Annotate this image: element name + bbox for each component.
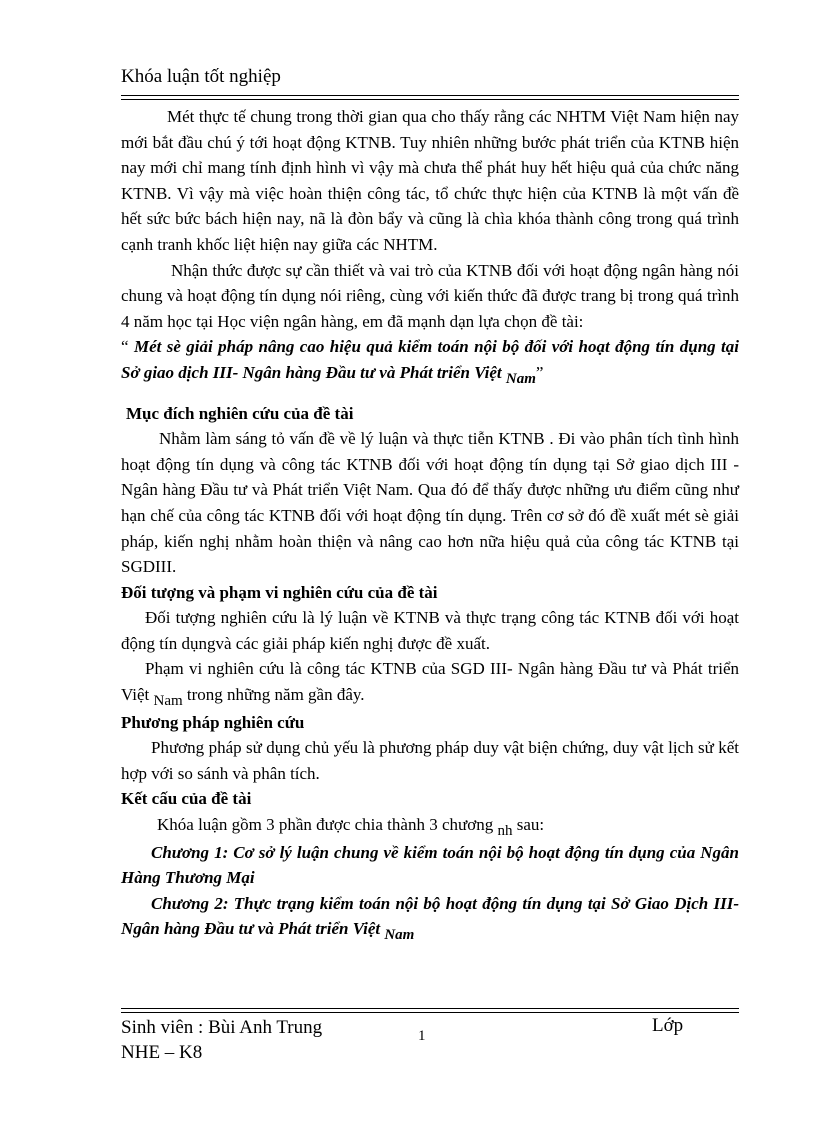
paragraph-awareness: Nhận thức được sự cần thiết và vai trò của KTNB đối với hoạt động ngân hàng nói chung và hoạt động tín dụng nói riêng, cùng với kiến thức đã được trang bị trong quá trình 4 năm học tại Học viện ngân hàng, em đã mạnh dạn lựa chọn đề tài: bbox=[121, 260, 739, 331]
thesis-topic: “ Mét sè giải pháp nâng cao hiệu quả kiểm toán nội bộ đối với hoạt động tín dụng tại Sở giao dịch III- Ngân hàng Đầu tư và Phát triển Việt Nam” bbox=[121, 337, 740, 387]
document-body bbox=[121, 104, 739, 944]
heading-purpose: Mục đích nghiên cứu của đề tài bbox=[126, 403, 354, 423]
page-number: 1 bbox=[418, 1028, 426, 1044]
heading-structure: Kết cấu của đề tài bbox=[121, 789, 252, 809]
paragraph-subject: Đối tượng nghiên cứu là lý luận về KTNB và thực trạng công tác KTNB đối với hoạt động tín dụngvà các giải pháp kiến nghị được đề xuất. bbox=[121, 608, 739, 653]
paragraph-method: Phương pháp sử dụng chủ yếu là phương pháp duy vật biện chứng, duy vật lịch sử kết hợp với so sánh và phân tích. bbox=[121, 738, 739, 783]
footer-class-code: NHE – K8 bbox=[121, 1042, 203, 1063]
paragraph-structure: Khóa luận gồm 3 phần được chia thành 3 chương nh sau: bbox=[157, 815, 545, 840]
footer-student-info bbox=[121, 1015, 322, 1065]
chapter-1: Chương 1: Cơ sở lý luận chung về kiểm toán nội bộ hoạt động tín dụng của Ngân Hàng Thương Mại bbox=[121, 842, 739, 888]
paragraph-scope: Phạm vi nghiên cứu là công tác KTNB của SGD III- Ngân hàng Đầu tư và Phát triển Việt Nam trong những năm gần đây. bbox=[121, 659, 739, 710]
heading-method: Phương pháp nghiên cứu bbox=[121, 712, 305, 732]
footer-class-label: Lớp bbox=[652, 1015, 684, 1036]
heading-scope: Đối tượng và phạm vi nghiên cứu của đề tài bbox=[121, 582, 438, 602]
header-rule-bottom bbox=[121, 99, 739, 100]
paragraph-intro: Mét thực tế chung trong thời gian qua cho thấy rằng các NHTM Việt Nam hiện nay mới bắt đầu chú ý tới hoạt động KTNB. Tuy nhiên những bước phát triển của KTNB hiện nay mới chỉ mang tính định hình vì vậy mà chưa thể phát huy hết hiệu quả của chức năng KTNB. Vì vậy mà việc hoàn thiện công tác, tổ chức thực hiện của KTNB là một vấn đề hết sức bức bách hiện nay, nã là đòn bẩy và cũng là chìa khóa thành công trong quá trình cạnh tranh khốc liệt hiện nay giữa các NHTM. bbox=[121, 107, 739, 254]
footer-student-name: Sinh viên : Bùi Anh Trung bbox=[121, 1017, 323, 1038]
footer-rule-bottom bbox=[121, 1012, 739, 1013]
paragraph-purpose: Nhằm làm sáng tỏ vấn đề về lý luận và thực tiễn KTNB . Đi vào phân tích tình hình hoạt động tín dụng và công tác KTNB đối với hoạt động tín dụng tại Sở giao dịch III - Ngân hàng Đầu tư và Phát triển Việt Nam. Qua đó để thấy được những ưu điểm cũng như hạn chế của công tác KTNB đối với hoạt động tín dụng. Trên cơ sở đó đề xuất mét sè giải pháp, kiến nghị nhằm hoàn thiện và nâng cao hơn nữa hiệu quả của công tác KTNB tại SGDIII. bbox=[121, 429, 739, 577]
footer-rule-top bbox=[121, 1008, 739, 1009]
page-header: Khóa luận tốt nghiệp bbox=[121, 66, 281, 87]
chapter-2: Chương 2: Thực trạng kiểm toán nội bộ hoạt động tín dụng tại Sở Giao Dịch III- Ngân hàng Đầu tư và Phát triển Việt Nam bbox=[121, 893, 739, 944]
header-rule-top bbox=[121, 95, 739, 96]
